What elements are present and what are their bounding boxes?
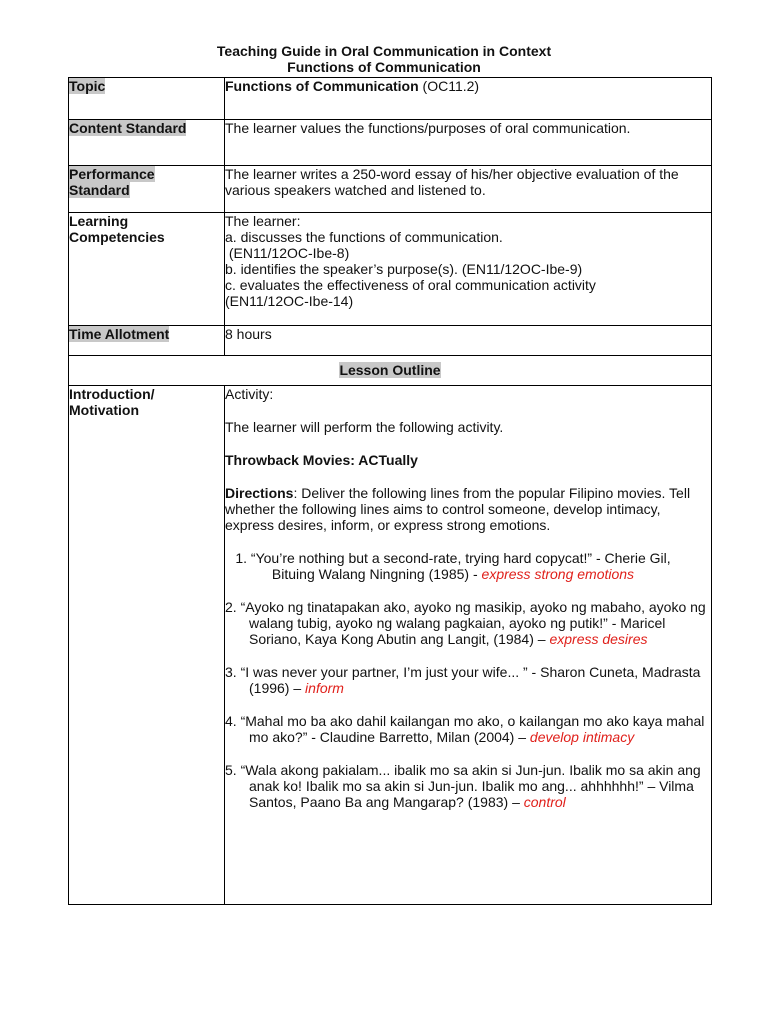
learning-competencies-label-2: Competencies bbox=[69, 229, 165, 245]
lesson-outline-heading: Lesson Outline bbox=[339, 362, 441, 378]
list-item bbox=[225, 762, 711, 810]
list-item bbox=[225, 599, 711, 647]
item-answer: control bbox=[523, 794, 566, 810]
activity-instruction: The learner will perform the following activity. bbox=[225, 419, 504, 435]
row-lesson-outline bbox=[69, 356, 712, 386]
title-line-1: Teaching Guide in Oral Communication in Context bbox=[216, 43, 552, 59]
performance-standard-label-1: Performance bbox=[69, 166, 155, 182]
row-topic bbox=[69, 78, 712, 120]
item-quote: 5. “Wala akong pakialam... ibalik mo sa akin si Jun-jun. Ibalik mo sa akin ang anak ko! Ibalik mo sa akin si Jun-jun. Ibalik mo ang... ahhhhhh!” – Vilma Santos, Paano Ba ang Mangarap? (1983) – bbox=[225, 762, 701, 810]
topic-label: Topic bbox=[69, 78, 106, 94]
topic-value-cell bbox=[225, 78, 712, 120]
item-quote: 2. “Ayoko ng tinatapakan ako, ayoko ng masikip, ayoko ng mabaho, ayoko ng walang tubig, ayoko ng walang pagkaian, ayoko ng putik!” - Maricel Soriano, Kaya Kong Abutin ang Langit, (1984) – bbox=[225, 599, 706, 647]
topic-label-cell bbox=[69, 78, 225, 120]
item-quote: 1. “You’re nothing but a second-rate, trying hard copycat!” - Cherie Gil, Bituing Walang Ningning (1985) - bbox=[235, 550, 671, 582]
content-standard-label: Content Standard bbox=[69, 120, 187, 136]
learning-competencies-label-1: Learning bbox=[69, 213, 129, 229]
performance-standard-label-2: Standard bbox=[69, 182, 130, 198]
activity-title: Throwback Movies: ACTually bbox=[225, 452, 418, 468]
row-content-standard bbox=[69, 120, 712, 166]
item-answer: express strong emotions bbox=[481, 566, 635, 582]
item-answer: express desires bbox=[549, 631, 648, 647]
row-learning-competencies bbox=[69, 213, 712, 326]
item-quote: 3. “I was never your partner, I’m just your wife... ” - Sharon Cuneta, Madrasta (1996) – bbox=[225, 664, 701, 696]
content-standard-value: The learner values the functions/purposes of oral communication. bbox=[225, 120, 712, 166]
competency-line: b. identifies the speaker’s purpose(s). (EN11/12OC-Ibe-9) bbox=[225, 261, 583, 277]
directions-text: : Deliver the following lines from the popular Filipino movies. Tell whether the following lines aims to control someone, develop intimacy, express desires, inform, or express strong emotions. bbox=[225, 485, 691, 533]
time-allotment-label-cell bbox=[69, 326, 225, 356]
list-item bbox=[225, 664, 711, 696]
title-line-2: Functions of Communication bbox=[287, 59, 481, 75]
learning-competencies-label-cell bbox=[69, 213, 225, 326]
row-performance-standard bbox=[69, 166, 712, 213]
introduction-label-2: Motivation bbox=[69, 402, 139, 418]
time-allotment-label: Time Allotment bbox=[69, 326, 170, 342]
introduction-label-1: Introduction/ bbox=[69, 386, 155, 402]
competency-line: c. evaluates the effectiveness of oral communication activity bbox=[225, 277, 596, 293]
performance-standard-label-cell bbox=[69, 166, 225, 213]
page-title bbox=[0, 43, 768, 75]
performance-standard-value: The learner writes a 250-word essay of his/her objective evaluation of the various speakers watched and listened to. bbox=[225, 166, 712, 213]
lesson-outline-cell bbox=[69, 356, 712, 386]
item-quote: 4. “Mahal mo ba ako dahil kailangan mo ako, o kailangan mo ako kaya mahal mo ako?” - Claudine Barretto, Milan (2004) – bbox=[225, 713, 705, 745]
directions bbox=[225, 485, 711, 533]
list-item bbox=[225, 713, 711, 745]
competency-line: The learner: bbox=[225, 213, 301, 229]
competency-line: (EN11/12OC-Ibe-14) bbox=[225, 293, 354, 309]
time-allotment-value: 8 hours bbox=[225, 326, 712, 356]
competency-line: a. discusses the functions of communication. bbox=[225, 229, 503, 245]
list-item bbox=[225, 550, 711, 582]
topic-code: (OC11.2) bbox=[418, 78, 480, 94]
teaching-guide-table bbox=[68, 77, 712, 905]
activity-label: Activity: bbox=[225, 386, 274, 402]
item-answer: inform bbox=[305, 680, 344, 696]
row-introduction bbox=[69, 386, 712, 905]
content-standard-label-cell bbox=[69, 120, 225, 166]
introduction-label-cell bbox=[69, 386, 225, 905]
directions-label: Directions bbox=[225, 485, 294, 501]
introduction-content bbox=[225, 386, 712, 905]
row-time-allotment bbox=[69, 326, 712, 356]
learning-competencies-cell bbox=[225, 213, 712, 326]
competency-line: (EN11/12OC-Ibe-8) bbox=[225, 245, 350, 261]
item-answer: develop intimacy bbox=[529, 729, 635, 745]
topic-value: Functions of Communication bbox=[225, 78, 419, 94]
